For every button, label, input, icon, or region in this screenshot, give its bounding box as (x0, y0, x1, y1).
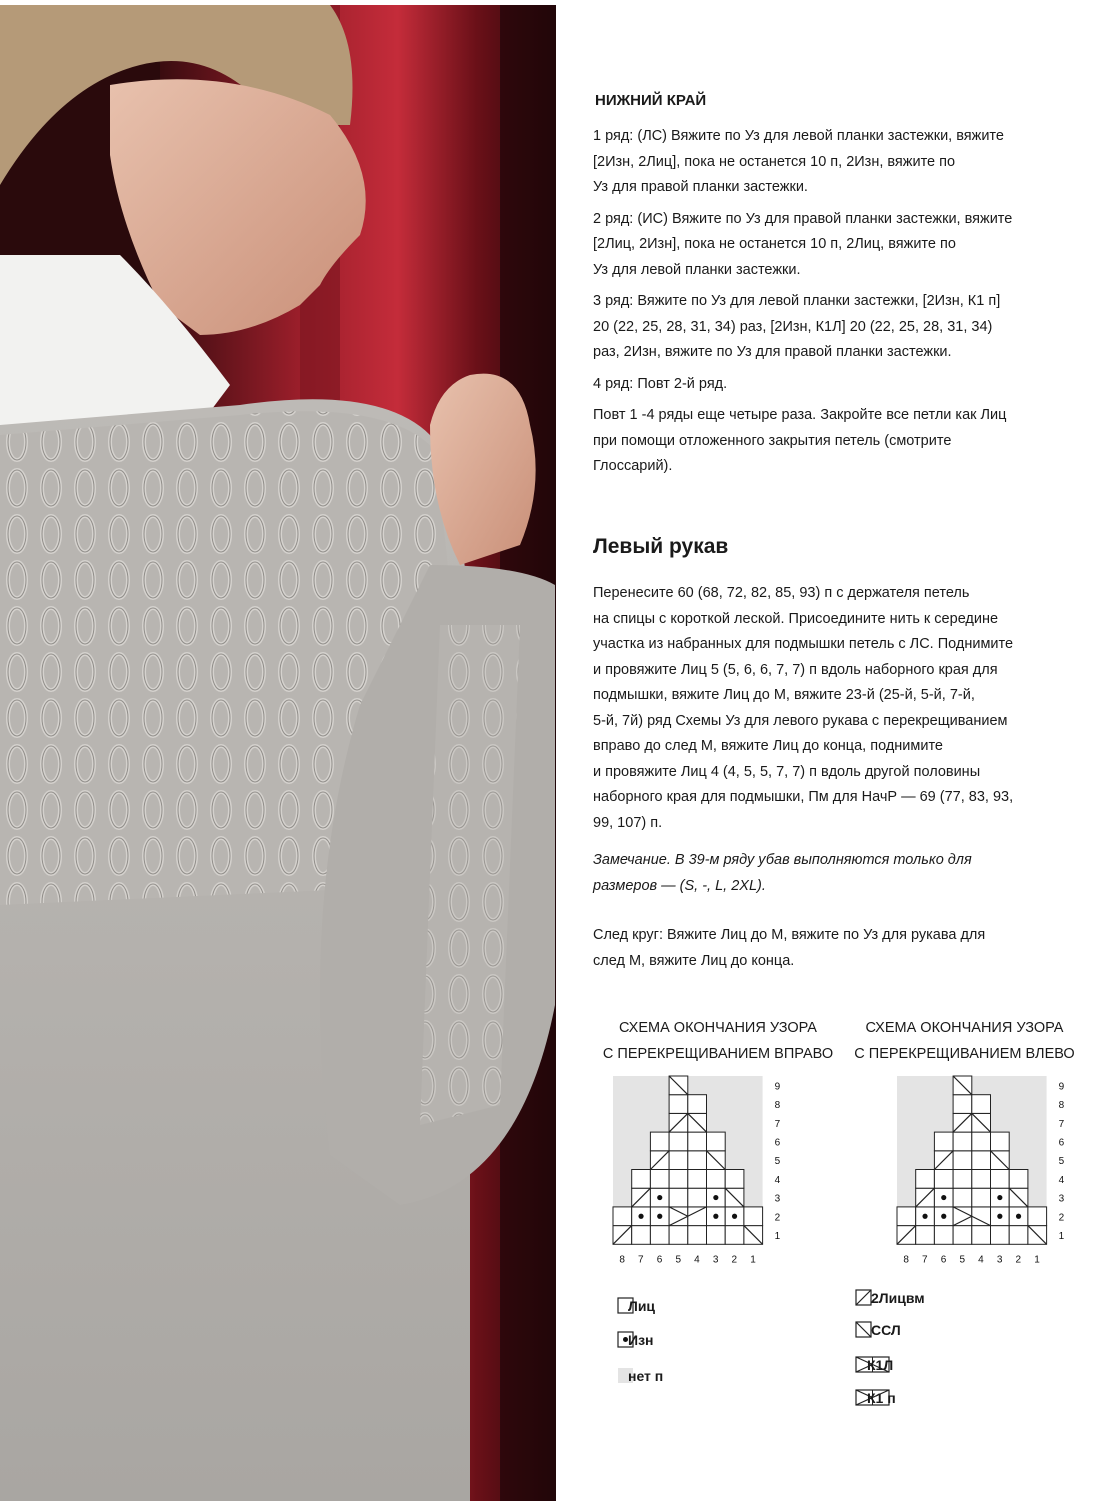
chart-cell (669, 1151, 688, 1170)
chart-cell (934, 1132, 953, 1151)
chart-cell (669, 1170, 688, 1189)
chart-cell (613, 1207, 632, 1226)
row-number: 1 (774, 1230, 781, 1242)
purl-dot (997, 1195, 1002, 1200)
row-1-text: 1 ряд: (ЛС) Вяжите по Уз для левой планки застежки, вяжите [2Изн, 2Лиц], пока не останется 10 п, 2Изн, вяжите по Уз для правой планки застежки. (593, 128, 1004, 195)
photo-illustration (0, 5, 556, 1501)
chart-cell (953, 1132, 972, 1151)
chart-cell (1009, 1170, 1028, 1189)
chart-cell (650, 1170, 669, 1189)
column-number: 1 (750, 1254, 756, 1266)
purl-dot (922, 1214, 927, 1219)
chart-cell (991, 1132, 1010, 1151)
row-number: 4 (1058, 1174, 1065, 1186)
column-number: 7 (638, 1254, 644, 1266)
chart-cross-left (889, 1072, 1079, 1272)
chart-cell (744, 1207, 763, 1226)
chart-cell (972, 1188, 991, 1207)
purl-dot (657, 1214, 662, 1219)
legend-ssk-label: ССЛ (871, 1322, 901, 1338)
next-round-text: След круг: Вяжите Лиц до М, вяжите по Уз для рукава для след М, вяжите Лиц до конца. (593, 927, 986, 969)
chart-cell (688, 1226, 707, 1245)
purl-dot (713, 1214, 718, 1219)
chart-cell (688, 1095, 707, 1114)
column-number: 3 (996, 1254, 1003, 1266)
column-number: 6 (656, 1254, 663, 1266)
lower-edge-instructions (593, 124, 1073, 486)
purl-dot (941, 1195, 946, 1200)
chart-cell (953, 1151, 972, 1170)
chart-cell (972, 1226, 991, 1245)
left-sleeve-heading: Левый рукав (593, 535, 729, 558)
column-number: 4 (694, 1254, 700, 1266)
chart-cell (953, 1095, 972, 1114)
row-number: 4 (774, 1174, 781, 1186)
legend-c1r-label: К1 п (867, 1390, 896, 1406)
purl-dot (1016, 1214, 1021, 1219)
chart-cell (953, 1170, 972, 1189)
row-number: 7 (1058, 1118, 1065, 1130)
legend-ssk (855, 1321, 901, 1339)
chart-cell (953, 1188, 972, 1207)
chart-cell (972, 1132, 991, 1151)
row-number: 8 (774, 1100, 781, 1112)
row-4-text: 4 ряд: Повт 2-й ряд. (593, 375, 728, 392)
column-number: 5 (675, 1254, 682, 1266)
chart-cell (934, 1170, 953, 1189)
chart-cell (688, 1151, 707, 1170)
chart-right-title: СХЕМА ОКОНЧАНИЯ УЗОРА С ПЕРЕКРЕЩИВАНИЕМ ВПРАВО (602, 1020, 834, 1062)
chart-cell (632, 1226, 651, 1245)
legend-c1l-label: К1Л (867, 1357, 894, 1373)
purl-dot (713, 1195, 718, 1200)
chart-cell (972, 1151, 991, 1170)
chart-cell (688, 1188, 707, 1207)
legend-knit-label: Лиц (628, 1298, 656, 1314)
chart-cell (972, 1207, 991, 1226)
column-number: 8 (903, 1254, 909, 1266)
row-2-text: 2 ряд: (ИС) Вяжите по Уз для правой планки застежки, вяжите [2Лиц, 2Изн], пока не останется 10 п, 2Лиц, вяжите по Уз для левой планки застежки. (593, 210, 1013, 278)
column-number: 6 (940, 1254, 947, 1266)
row-number: 9 (774, 1081, 781, 1093)
chart-cell (916, 1226, 935, 1245)
chart-cell (669, 1207, 688, 1226)
chart-cell (669, 1132, 688, 1151)
legend-no-stitch-label: нет п (628, 1368, 664, 1384)
chart-cell (725, 1226, 744, 1245)
legend-c1r (855, 1389, 896, 1407)
chart-cell (707, 1226, 726, 1245)
legend-k2tog (855, 1289, 925, 1307)
column-number: 2 (1015, 1254, 1022, 1266)
chart-cell (669, 1188, 688, 1207)
chart-cell (1028, 1207, 1047, 1226)
chart-cell (991, 1170, 1010, 1189)
row-number: 5 (774, 1156, 781, 1168)
chart-cell (688, 1207, 707, 1226)
column-number: 3 (712, 1254, 719, 1266)
row-number: 3 (1058, 1193, 1065, 1205)
row-number: 9 (1058, 1081, 1065, 1093)
column-number: 8 (619, 1254, 625, 1266)
chart-cell (650, 1226, 669, 1245)
chart-cell (934, 1226, 953, 1245)
purl-dot (732, 1214, 737, 1219)
row-number: 3 (774, 1193, 781, 1205)
purl-dot (638, 1214, 643, 1219)
legend-no-stitch (617, 1367, 664, 1385)
chart-cell (972, 1095, 991, 1114)
column-number: 2 (731, 1254, 738, 1266)
row-number: 7 (774, 1118, 781, 1130)
chart-cell (669, 1226, 688, 1245)
column-number: 4 (978, 1254, 984, 1266)
repeat-text: Повт 1 -4 ряды еще четыре раза. Закройте все петли как Лиц при помощи отложенного закрытия петель (смотрите Глоссарий). (593, 407, 1007, 474)
sweater-photo (0, 5, 556, 1501)
chart-cell (897, 1207, 916, 1226)
row-number: 6 (1058, 1137, 1065, 1149)
chart-cell (632, 1170, 651, 1189)
row-3-text: 3 ряд: Вяжите по Уз для левой планки застежки, [2Изн, К1 п] 20 (22, 25, 28, 31, 34) раз, [2Изн, К1Л] 20 (22, 25, 28, 31, 34) раз, 2Изн, вяжите по Уз для правой планки застежки. (593, 293, 1001, 360)
legend-c1l (855, 1356, 894, 1374)
chart-cell (669, 1095, 688, 1114)
chart-cell (953, 1207, 972, 1226)
row-number: 5 (1058, 1156, 1065, 1168)
purl-dot (657, 1195, 662, 1200)
chart-cell (972, 1170, 991, 1189)
row-number: 1 (1058, 1230, 1065, 1242)
note-text: Замечание. В 39-м ряду убав выполняются только для размеров — (S, -, L, 2XL). (593, 852, 972, 894)
chart-cell (688, 1170, 707, 1189)
column-number: 7 (922, 1254, 928, 1266)
lower-edge-heading: НИЖНИЙ КРАЙ (595, 92, 707, 109)
row-number: 8 (1058, 1100, 1065, 1112)
chart-cell (707, 1170, 726, 1189)
row-number: 2 (774, 1212, 781, 1224)
row-number: 6 (774, 1137, 781, 1149)
legend-knit (617, 1297, 656, 1315)
chart-cross-right (605, 1072, 795, 1272)
legend-purl (617, 1331, 654, 1349)
chart-cell (953, 1226, 972, 1245)
chart-cell (650, 1132, 669, 1151)
row-number: 2 (1058, 1212, 1065, 1224)
purl-dot (997, 1214, 1002, 1219)
column-number: 1 (1034, 1254, 1040, 1266)
column-number: 5 (959, 1254, 966, 1266)
legend-purl-label: Изн (628, 1332, 654, 1348)
chart-cell (991, 1226, 1010, 1245)
chart-cell (916, 1170, 935, 1189)
chart-cell (725, 1170, 744, 1189)
chart-cell (688, 1132, 707, 1151)
chart-left-title: СХЕМА ОКОНЧАНИЯ УЗОРА С ПЕРЕКРЕЩИВАНИЕМ ВЛЕВО (854, 1020, 1075, 1062)
left-sleeve-body: Перенесите 60 (68, 72, 82, 85, 93) п с держателя петель на спицы с короткой леской. Присоедините нить к середине участка из набранных для подмышки петель с ЛС. Поднимите и провяжите Лиц 5 (5, 6, 6, 7, 7) п вдоль наборного края для подмышки, вяжите Лиц до М, вяжите 23-й (25-й, 5-й, 7-й, 5-й, 7й) ряд Схемы Уз для левого рукава с перекрещиванием вправо до след М, вяжите Лиц до конца, поднимите и провяжите Лиц 4 (4, 5, 5, 7, 7) п вдоль другой половины наборного края для подмышки, Пм для НачР — 69 (77, 83, 93, 99, 107) п. (593, 585, 1014, 831)
purl-dot (941, 1214, 946, 1219)
chart-cell (707, 1132, 726, 1151)
legend-k2tog-label: 2Лицвм (871, 1290, 925, 1306)
chart-cell (1009, 1226, 1028, 1245)
